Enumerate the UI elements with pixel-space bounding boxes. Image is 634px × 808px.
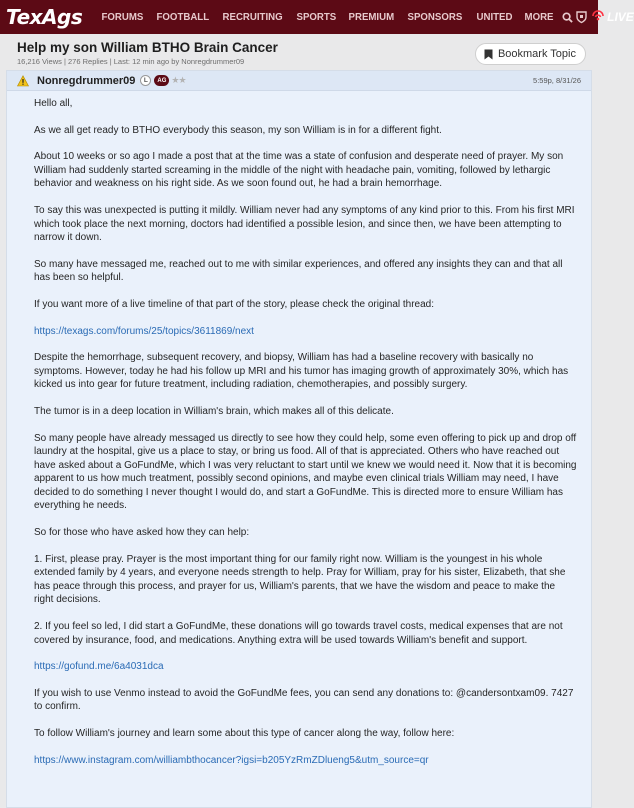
post-paragraph: 2. If you feel so led, I did start a GoFundMe, these donations will go towards travel costs, medical expenses that are not covered by insurance, food, and medications. Anything extra will be used towards William's benefit and support. bbox=[34, 621, 563, 646]
search-icon[interactable] bbox=[562, 8, 573, 26]
nav-sports[interactable]: SPORTS bbox=[296, 11, 337, 23]
post-body bbox=[7, 91, 591, 767]
badge-ag: AG bbox=[154, 75, 169, 86]
gofundme-link[interactable]: https://gofund.me/6a4031dca bbox=[34, 661, 164, 673]
post-paragraph: To follow William's journey and learn some about this type of cancer along the way, follow here: bbox=[34, 728, 455, 739]
nav-links bbox=[96, 11, 559, 23]
shield-icon[interactable] bbox=[576, 8, 587, 26]
site-logo[interactable]: TexAgs bbox=[6, 5, 83, 29]
post-paragraph: So many people have already messaged us directly to see how they could help, some even offering to pick up and drop off laundry at the hospital, give us a place to stay, or bring us food. All of that is appreciated. Others who have reached out have asked about a GoFundMe, which I was very reluctant to start until we knew we would need it. Now that it is becoming apparent to us how much treatment, possibly second opinions, and maybe even clinical trials William may need, I have decided to do something I never thought I would do, and start a GoFundMe. This is directed more to ensure William has everything he needs. bbox=[34, 432, 577, 512]
badge-l: L bbox=[140, 75, 151, 86]
nav-united[interactable]: UNITED bbox=[476, 11, 513, 23]
thread-title: Help my son William BTHO Brain Cancer bbox=[17, 40, 278, 55]
bookmark-topic-button[interactable] bbox=[475, 43, 586, 65]
post-paragraph: 1. First, please pray. Prayer is the most important thing for our family right now. William is the youngest in his whole extended family by 4 years, and everyone needs strength to help. Pray for William, pray for his sister, Elizabeth, that she has peace through this process, and prayer for us, William's parents, that we have the wisdom and peace to make the right decisions. bbox=[34, 553, 566, 606]
bookmark-label: Bookmark Topic bbox=[497, 48, 576, 60]
original-thread-link[interactable]: https://texags.com/forums/25/topics/3611869/next bbox=[34, 325, 254, 337]
nav-football[interactable]: FOOTBALL bbox=[156, 11, 209, 23]
nav-sponsors[interactable]: SPONSORS bbox=[407, 11, 463, 23]
post-paragraph: If you wish to use Venmo instead to avoid the GoFundMe fees, you can send any donations to: @candersontxam09. 7427 to confirm. bbox=[34, 687, 574, 713]
post-paragraph: If you want more of a live timeline of that part of the story, please check the original thread: bbox=[34, 298, 435, 310]
bookmark-icon bbox=[484, 49, 493, 60]
instagram-link[interactable]: https://www.instagram.com/williambthocancer?igsi=b205YzRmZDlueng5&utm_source=qr bbox=[34, 754, 429, 766]
post-paragraph: So many have messaged me, reached out to me with similar experiences, and offered any insights they can and that all has been so helpful. bbox=[34, 258, 563, 284]
post bbox=[6, 70, 592, 808]
post-header bbox=[7, 71, 591, 91]
live-label: LIVE bbox=[607, 10, 634, 24]
nav-premium[interactable]: PREMIUM bbox=[348, 11, 395, 23]
thread-meta: 16,216 Views | 276 Replies | Last: 12 min ago by Nonregdrummer09 bbox=[17, 57, 245, 66]
warning-icon bbox=[17, 75, 29, 87]
post-paragraph: So for those who have asked how they can help: bbox=[34, 527, 250, 539]
rating-stars: ★★ bbox=[171, 75, 186, 86]
post-paragraph: The tumor is in a deep location in William's brain, which makes all of this delicate. bbox=[34, 405, 394, 417]
top-nav bbox=[0, 0, 634, 34]
nav-forums[interactable]: FORUMS bbox=[101, 11, 144, 23]
nav-more[interactable]: MORE bbox=[524, 11, 554, 23]
post-paragraph: To say this was unexpected is putting it mildly. William never had any symptoms of any kind prior to this. From his first MRI which took place the next morning, doctors had identified a possible lesion, and since then, we have been attempting to narrow it down. bbox=[34, 204, 575, 244]
post-paragraph: As we all get ready to BTHO everybody this season, my son William is in for a different fight. bbox=[34, 124, 442, 136]
live-signal-icon bbox=[591, 10, 605, 25]
post-username[interactable]: Nonregdrummer09 bbox=[37, 74, 136, 87]
nav-recruiting[interactable]: RECRUITING bbox=[222, 11, 283, 23]
post-paragraph: Hello all, bbox=[34, 98, 73, 109]
post-paragraph: Despite the hemorrhage, subsequent recovery, and biopsy, William has had a baseline recovery with basically no symptoms. However, today he had his follow up MRI and his tumor has imaging growth of approximately 30%, which has kicked us into gear for future treatment, including radiation, chemotherapies, and possibly surgery. bbox=[34, 352, 569, 391]
post-paragraph: About 10 weeks or so ago I made a post that at the time was a state of confusion and desperate need of prayer. My son William had suddenly started screaming in the middle of the night with headache pain, vomiting, followed by lethargic behavior and weakness on his right side. As we soon found out, he had a brain hemorrhage. bbox=[34, 151, 564, 190]
thread-header bbox=[0, 34, 598, 72]
live-link[interactable] bbox=[591, 10, 634, 25]
post-timestamp: 5:59p, 8/31/26 bbox=[533, 76, 581, 85]
